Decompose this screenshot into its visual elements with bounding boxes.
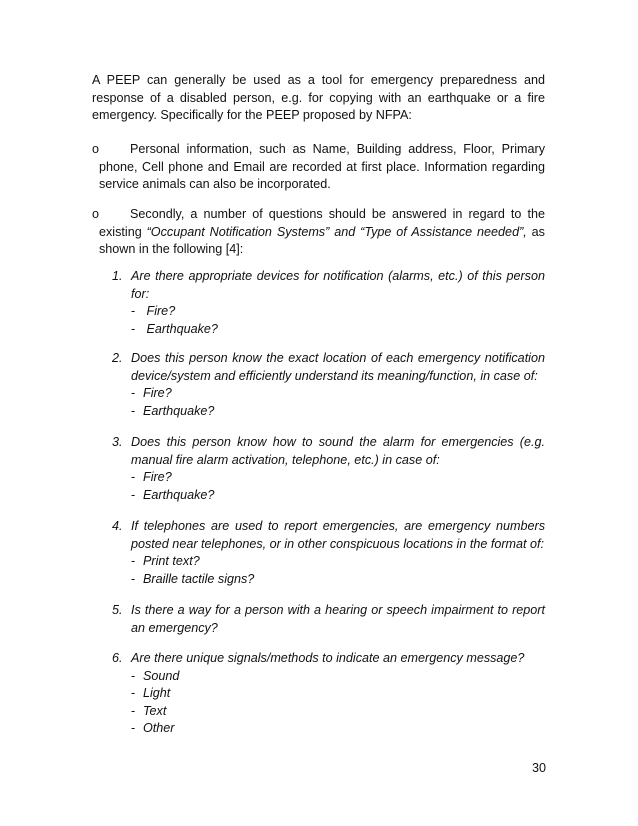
sub-item-text: Earthquake?	[143, 487, 215, 502]
bullet-text: as	[526, 224, 545, 239]
sub-item-text: Sound	[143, 668, 180, 683]
bullet-line: shown in the following [4]:	[99, 242, 244, 256]
sub-dash: -	[131, 703, 136, 718]
sub-item-text: Fire?	[143, 386, 172, 400]
question-item	[112, 350, 545, 420]
sub-item	[112, 487, 545, 505]
question-number: 3.	[112, 435, 123, 449]
bullet-italic-text: “Occupant Notification Systems” and “Type of Assistance needed”,	[146, 224, 527, 239]
sub-item	[112, 303, 545, 321]
question-line: an emergency?	[131, 620, 218, 635]
bullet-line: Personal information, such as Name, Building address, Floor, Primary	[130, 142, 545, 156]
intro-line: A PEEP can generally be used as a tool for emergency preparedness and	[92, 73, 545, 87]
question-item	[112, 650, 545, 738]
sub-item-text: Earthquake?	[146, 321, 218, 336]
sub-item	[112, 668, 545, 686]
question-line: device/system and efficiently understand its meaning/function, in case of:	[131, 368, 538, 383]
bullet-line: Secondly, a number of questions should be answered in regard to the	[130, 207, 545, 221]
sub-dash: -	[131, 321, 136, 336]
sub-item-text: Braille tactile signs?	[143, 571, 255, 586]
sub-dash: -	[131, 686, 136, 700]
sub-item-text: Light	[143, 686, 171, 700]
sub-item	[112, 685, 545, 703]
sub-dash: -	[131, 668, 136, 683]
sub-item	[112, 720, 545, 738]
question-line: Are there unique signals/methods to indicate an emergency message?	[131, 651, 525, 665]
question-line: Does this person know how to sound the alarm for emergencies (e.g.	[131, 435, 545, 449]
question-item	[112, 268, 545, 338]
question-item	[112, 602, 545, 637]
page-number: 30	[531, 761, 546, 775]
sub-dash: -	[131, 721, 136, 735]
intro-line: emergency. Specifically for the PEEP proposed by NFPA:	[92, 108, 412, 122]
question-number: 2.	[112, 351, 123, 365]
question-item	[112, 518, 545, 588]
question-line: Are there appropriate devices for notification (alarms, etc.) of this person	[131, 269, 545, 283]
question-item	[112, 434, 545, 504]
sub-item-text: Fire?	[146, 304, 176, 318]
bullet-marker: o	[92, 142, 100, 156]
bullet-line: phone, Cell phone and Email are recorded at first place. Information regarding	[99, 159, 545, 174]
sub-item	[112, 703, 545, 721]
question-line: manual fire alarm activation, telephone, etc.) in case of:	[131, 452, 440, 467]
question-line: Is there a way for a person with a hearing or speech impairment to report	[131, 603, 545, 617]
question-number: 1.	[112, 269, 123, 283]
sub-dash: -	[131, 554, 136, 568]
question-number: 4.	[112, 519, 123, 533]
question-line: for:	[131, 286, 150, 301]
sub-item-text: Other	[143, 721, 175, 735]
sub-item	[112, 385, 545, 403]
question-number: 6.	[112, 651, 123, 665]
sub-dash: -	[131, 487, 136, 502]
intro-line: response of a disabled person, e.g. for copying with an earthquake or a fire	[92, 90, 545, 105]
question-number: 5.	[112, 603, 123, 617]
intro-paragraph	[92, 72, 545, 125]
sub-item	[112, 403, 545, 421]
sub-item-text: Print text?	[143, 554, 200, 568]
sub-item-text: Text	[143, 703, 167, 718]
bullet-questions-intro	[92, 206, 545, 259]
bullet-line-mixed	[92, 224, 545, 242]
sub-item	[112, 553, 545, 571]
sub-item	[112, 469, 545, 487]
sub-dash: -	[131, 403, 136, 418]
question-line: If telephones are used to report emergencies, are emergency numbers	[131, 519, 545, 533]
sub-item-text: Earthquake?	[143, 403, 215, 418]
bullet-personal-information	[92, 141, 545, 194]
sub-item	[112, 321, 545, 339]
bullet-text: existing	[99, 224, 147, 239]
sub-item	[112, 571, 545, 589]
sub-dash: -	[131, 470, 136, 484]
sub-item-text: Fire?	[143, 470, 172, 484]
sub-dash: -	[131, 571, 136, 586]
bullet-line: service animals can also be incorporated.	[99, 177, 331, 191]
sub-dash: -	[131, 304, 136, 318]
sub-dash: -	[131, 386, 136, 400]
bullet-marker: o	[92, 207, 100, 221]
question-line: Does this person know the exact location of each emergency notification	[131, 351, 545, 365]
question-line: posted near telephones, or in other conspicuous locations in the format of:	[131, 536, 545, 551]
